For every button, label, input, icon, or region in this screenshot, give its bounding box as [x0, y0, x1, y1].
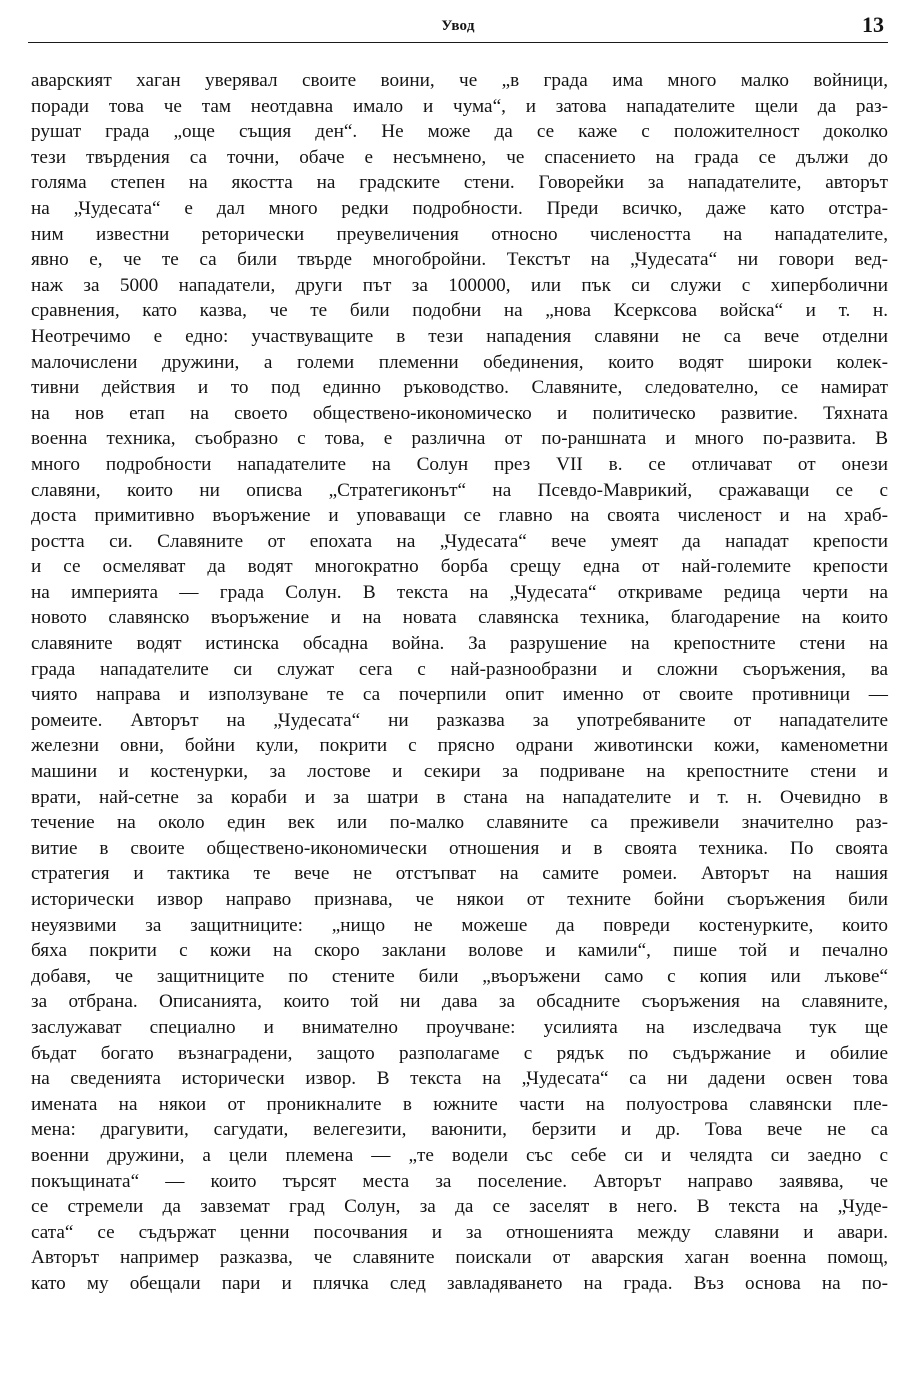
text-line: бъдат богато възнаградени, защото разполагаме с рядък по съдържание и обилие — [31, 1042, 888, 1064]
running-title: Увод — [441, 18, 475, 34]
text-line: доста примитивно въоръжение и уповаващи се главно на своята численост и на храб- — [31, 505, 888, 527]
text-line: железни овни, бойни кули, покрити с прясно одрани животински кожи, каменометни — [31, 735, 888, 757]
text-line: на сведенията исторически извор. В текста на „Чудесата“ са ни дадени освен това — [31, 1068, 888, 1090]
text-line: се стремели да завземат град Солун, за да се заселят в него. В текста на „Чуде- — [31, 1196, 888, 1218]
text-line: исторически извор направо признава, че някои от техните бойни съоръжения били — [31, 889, 888, 910]
text-line: машини и костенурки, за лостове и секири за подриване на крепостните стени и — [31, 761, 888, 783]
text-line: сравнения, като казва, че те били подобни на „нова Ксерксова войска“ и т. н. — [31, 300, 888, 322]
text-line: имената на някои от проникналите в южните части на полуострова славянски пле- — [31, 1093, 888, 1115]
text-line: като му обещали пари и плячка след завладяването на града. Въз основа на по- — [31, 1272, 888, 1294]
text-line: тези твърдения са точни, обаче е несъмнено, че спасението на града се дължи до — [31, 146, 888, 168]
text-line: заслужават специално и внимателно проучване: усилията на изследвача тук ще — [31, 1016, 888, 1038]
page-number: 13 — [862, 12, 884, 37]
text-line: течение на около един век или по-малко славяните са преживели значително раз- — [31, 812, 888, 834]
text-line: неуязвими за защитниците: „нищо не можеше да повреди костенурките, които — [31, 914, 888, 936]
text-line: славяни, които ни описва „Стратегиконът“ на Псевдо-Маврикий, сражаващи се с — [31, 479, 888, 501]
text-line: военни дружини, а цели племена — „те водели със себе си и челядта си заедно с — [31, 1144, 888, 1166]
text-line: наж за 5000 нападатели, други път за 100000, или пък си служи с хиперболични — [31, 274, 888, 296]
page-header — [28, 8, 888, 42]
text-line: Неотречимо е едно: участвуващите в тези нападения славяни не са вече отделни — [31, 325, 888, 347]
text-line: аварският хаган уверявал своите воини, че „в града има много малко войници, — [31, 70, 888, 91]
text-line: явно е, че те са били твърде многобройни. Текстът на „Чудесата“ ни говори вед- — [31, 249, 888, 271]
text-line: покъщината“ — които търсят места за поселение. Авторът направо заявява, че — [31, 1170, 888, 1192]
text-line: тивни действия и то под единно ръководство. Славяните, следователно, се намират — [31, 377, 888, 399]
text-line: ростта си. Славяните от епохата на „Чудесата“ вече умеят да нападат крепости — [31, 530, 888, 552]
text-line: на нов етап на своето обществено-икономическо и политическо развитие. Тяхната — [31, 402, 888, 424]
text-line: на „Чудесата“ е дал много редки подробности. Преди всичко, даже като отстра- — [31, 197, 888, 219]
text-line: военна техника, съобразно с това, е различна от по-раншната и много по-развита. В — [31, 428, 888, 450]
text-line: добавя, че защитниците по стените били „въоръжени само с копия или лъкове“ — [31, 965, 888, 987]
text-line: ромеите. Авторът на „Чудесата“ ни разказва за употребяваните от нападателите — [31, 709, 888, 731]
text-line: врати, най-сетне за кораби и за шатри в стана на нападателите и т. н. Очевидно в — [31, 786, 888, 808]
text-line: рушат града „още същия ден“. Не може да се каже с положителност доколко — [31, 121, 888, 143]
text-line: и се осмеляват да водят многократно борба срещу една от най-големите крепости — [31, 556, 888, 578]
text-line: витие в своите обществено-икономически отношения и в своята техника. По своята — [31, 837, 888, 859]
body-text — [31, 68, 888, 1297]
text-line: много подробности нападателите на Солун през VII в. се отличават от онези — [31, 453, 888, 475]
text-line: града нападателите си служат сега с най-разнообразни и сложни съоръжения, ва — [31, 658, 888, 680]
text-line: бяха покрити с кожи на скоро заклани волове и камили“, пише той и печално — [31, 940, 888, 962]
text-line: славяните водят истинска обсадна война. За разрушение на крепостните стени на — [31, 633, 888, 655]
text-line: Авторът например разказва, че славяните поискали от аварския хаган военна помощ, — [31, 1247, 888, 1269]
text-line: малочислени дружини, а големи племенни обединения, които водят широки колек- — [31, 351, 888, 373]
text-line: ним известни реторически преувеличения относно числеността на нападателите, — [31, 223, 888, 245]
text-line: на империята — града Солун. В текста на „Чудесата“ откриваме редица черти на — [31, 581, 888, 603]
text-line: новото славянско въоръжение и на новата славянска техника, благодарение на които — [31, 607, 888, 629]
text-line: голяма степен на якостта на градските стени. Говорейки за нападателите, авторът — [31, 172, 888, 194]
text-line: сата“ се съдържат ценни посочвания и за отношенията между славяни и авари. — [31, 1221, 888, 1243]
text-line: за отбрана. Описанията, които той ни дава за обсадните съоръжения на славяните, — [31, 991, 888, 1013]
text-line: стратегия и тактика те вече не отстъпват на самите ромеи. Авторът на нашия — [31, 863, 888, 885]
header-rule — [28, 42, 888, 43]
text-line: чиято направа и използуване те са почерпили опит именно от своите противници — — [31, 684, 888, 706]
text-line: мена: драгувити, сагудати, велегезити, ваюнити, берзити и др. Това вече не са — [31, 1119, 888, 1141]
text-line: поради това че там неотдавна имало и чума“, и затова нападателите щели да раз- — [31, 95, 888, 117]
